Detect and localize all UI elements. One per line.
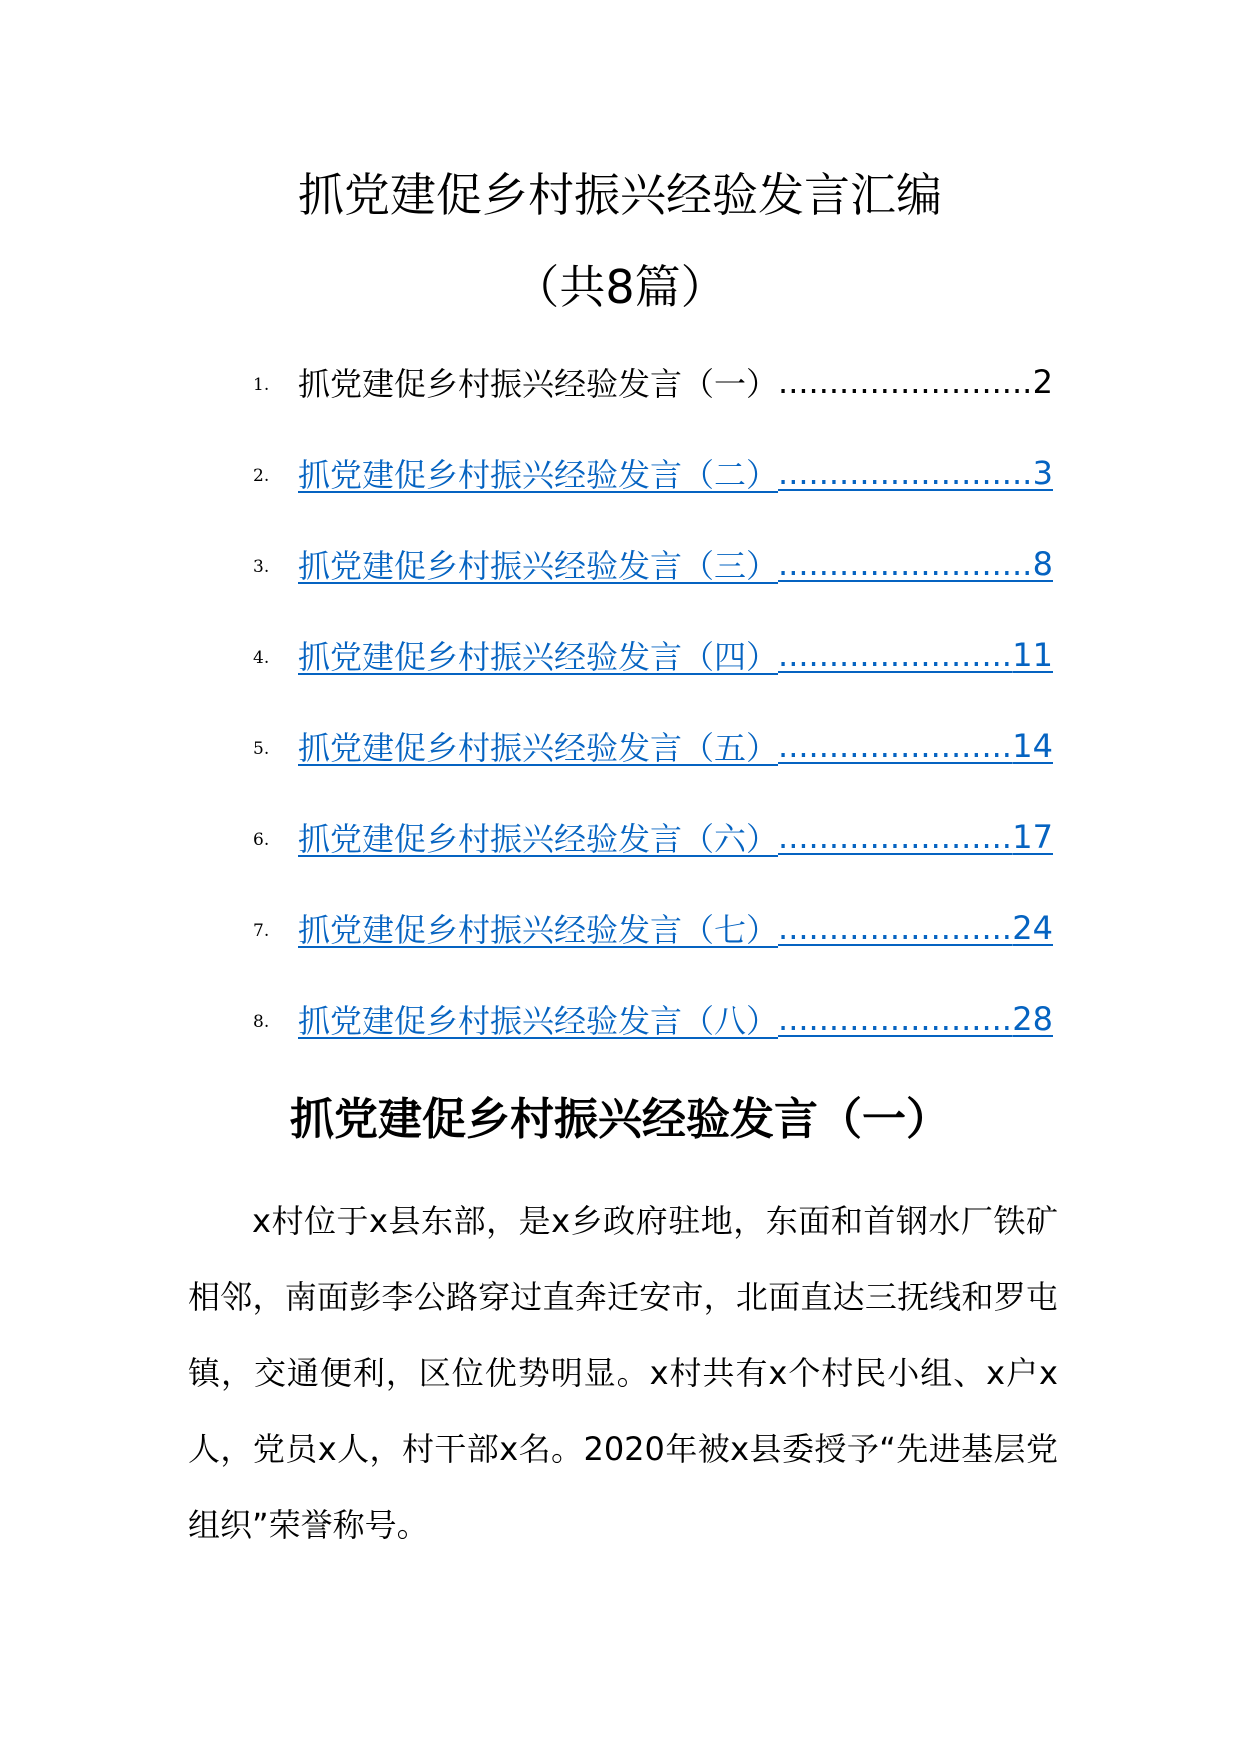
section-heading: 抓党建促乡村振兴经验发言（一）	[290, 1094, 950, 1145]
toc-row	[253, 539, 1053, 589]
toc-leader-dots	[778, 636, 1012, 674]
toc-row	[253, 994, 1053, 1044]
toc-number: 3.	[253, 557, 270, 577]
toc-entry-text: 抓党建促乡村振兴经验发言（八）	[298, 1002, 779, 1040]
toc-page-number: 2	[1032, 363, 1053, 401]
document-title: 抓党建促乡村振兴经验发言汇编	[298, 168, 942, 222]
toc-entry-text: 抓党建促乡村振兴经验发言（三）	[298, 547, 779, 585]
toc-leader-dots	[778, 545, 1033, 583]
toc-link-2[interactable]	[298, 448, 1053, 498]
toc-entry-text: 抓党建促乡村振兴经验发言（二）	[298, 456, 779, 494]
toc-row	[253, 903, 1053, 953]
toc-leader-dots	[778, 909, 1012, 947]
toc-leader-dots	[778, 1000, 1012, 1038]
toc-link-7[interactable]	[298, 903, 1053, 953]
toc-link-8[interactable]	[298, 994, 1053, 1044]
toc-row	[253, 721, 1053, 771]
toc-row	[253, 448, 1053, 498]
toc-link-4[interactable]	[298, 630, 1053, 680]
toc-entry-text: 抓党建促乡村振兴经验发言（四）	[298, 638, 779, 676]
toc-number: 1.	[253, 375, 270, 395]
toc-page-number: 17	[1012, 818, 1053, 856]
toc-number: 5.	[253, 739, 270, 759]
toc-row	[253, 630, 1053, 680]
toc-leader-dots	[778, 818, 1012, 856]
toc-leader-dots	[778, 363, 1033, 401]
toc-page-number: 8	[1032, 545, 1053, 583]
toc-number: 4.	[253, 648, 270, 668]
toc-page-number: 14	[1012, 727, 1053, 765]
toc-row	[253, 357, 1053, 407]
toc-row	[253, 812, 1053, 862]
toc-page-number: 3	[1032, 454, 1053, 492]
toc-entry-text: 抓党建促乡村振兴经验发言（五）	[298, 729, 779, 767]
toc-entry-1[interactable]	[298, 357, 1053, 407]
toc-number: 7.	[253, 921, 270, 941]
toc-page-number: 24	[1012, 909, 1053, 947]
toc-link-3[interactable]	[298, 539, 1053, 589]
toc-link-5[interactable]	[298, 721, 1053, 771]
toc-entry-text: 抓党建促乡村振兴经验发言（六）	[298, 820, 779, 858]
document-subtitle-count: （共8篇）	[513, 260, 727, 314]
toc-leader-dots	[778, 454, 1033, 492]
toc-page-number: 28	[1012, 1000, 1053, 1038]
toc-number: 6.	[253, 830, 270, 850]
toc-entry-text: 抓党建促乡村振兴经验发言（七）	[298, 911, 779, 949]
toc-link-6[interactable]	[298, 812, 1053, 862]
toc-entry-text: 抓党建促乡村振兴经验发言（一）	[298, 365, 779, 403]
toc-number: 8.	[253, 1012, 270, 1032]
toc-leader-dots	[778, 727, 1012, 765]
toc-page-number: 11	[1012, 636, 1053, 674]
toc-number: 2.	[253, 466, 270, 486]
body-paragraph: x村位于x县东部，是x乡政府驻地，东面和首钢水厂铁矿相邻，南面彭李公路穿过直奔迁安市，北面直达三抚线和罗屯镇，交通便利，区位优势明显。x村共有x个村民小组、x户x人，党员x人，村干部x名。2020年被x县委授予“先进基层党组织”荣誉称号。	[188, 1202, 1058, 1544]
